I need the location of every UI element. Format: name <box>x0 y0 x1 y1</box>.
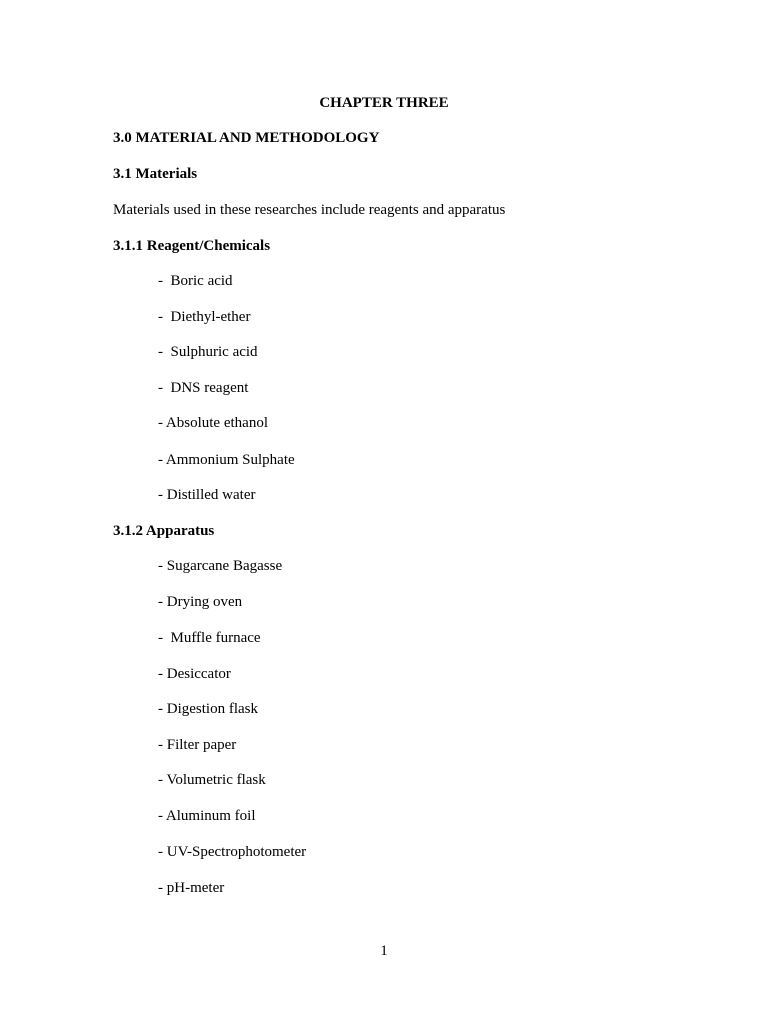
apparatus-item: - Filter paper <box>158 737 237 753</box>
apparatus-heading: 3.1.2 Apparatus <box>113 523 215 539</box>
reagent-item: - Boric acid <box>158 273 233 289</box>
apparatus-item: - Digestion flask <box>158 701 258 717</box>
apparatus-item: - pH-meter <box>158 880 225 896</box>
materials-intro: Materials used in these researches include reagents and apparatus <box>113 202 506 218</box>
chapter-title: CHAPTER THREE <box>319 95 449 111</box>
reagent-item: - Distilled water <box>158 487 256 503</box>
apparatus-item: - UV-Spectrophotometer <box>158 844 307 860</box>
materials-heading: 3.1 Materials <box>113 166 198 182</box>
section-heading: 3.0 MATERIAL AND METHODOLOGY <box>113 130 380 146</box>
reagent-item: - Diethyl-ether <box>158 309 251 325</box>
reagent-item: - Ammonium Sulphate <box>158 452 295 468</box>
reagent-item: - Sulphuric acid <box>158 344 258 360</box>
reagents-heading: 3.1.1 Reagent/Chemicals <box>113 238 271 254</box>
apparatus-item: - Muffle furnace <box>158 630 261 646</box>
reagent-item: - Absolute ethanol <box>158 415 268 431</box>
reagent-item: - DNS reagent <box>158 380 249 396</box>
apparatus-item: - Sugarcane Bagasse <box>158 558 283 574</box>
page-number: 1 <box>380 943 388 959</box>
apparatus-item: - Aluminum foil <box>158 808 256 824</box>
apparatus-item: - Desiccator <box>158 666 231 682</box>
apparatus-item: - Drying oven <box>158 594 243 610</box>
apparatus-item: - Volumetric flask <box>158 772 266 788</box>
